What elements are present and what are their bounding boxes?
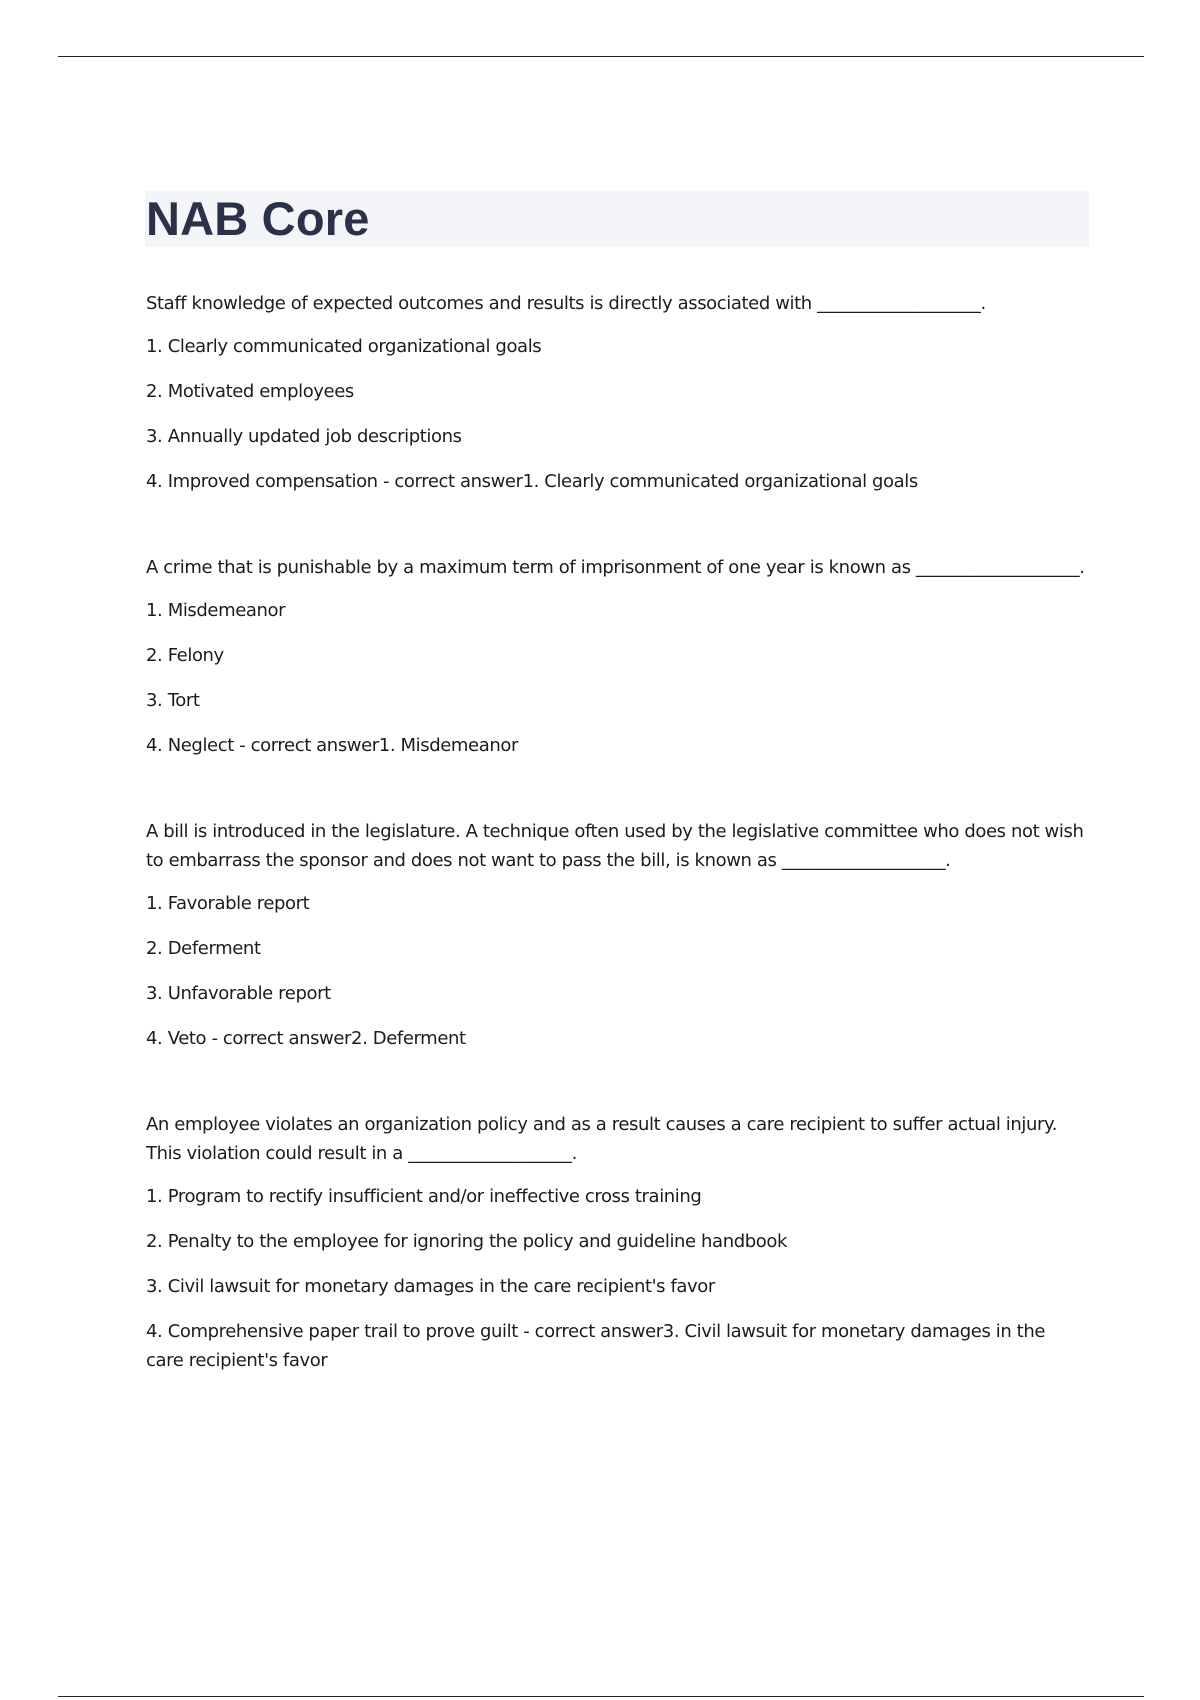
bottom-rule [58, 1696, 1144, 1697]
qa-list [146, 289, 1086, 1375]
top-rule [58, 56, 1144, 57]
answer-option: 2. Penalty to the employee for ignoring the policy and guideline handbook [146, 1231, 788, 1252]
answer-option: 1. Clearly communicated organizational goals [146, 336, 542, 357]
question-text: A crime that is punishable by a maximum term of imprisonment of one year is known as ___________________. [146, 557, 1085, 578]
answer-option: 3. Tort [146, 690, 200, 711]
qa-item [146, 553, 1086, 760]
answer-option-with-correct-answer: 4. Comprehensive paper trail to prove guilt - correct answer3. Civil lawsuit for monetary damages in the care recipient's favor [146, 1321, 1046, 1371]
question-text: Staff knowledge of expected outcomes and results is directly associated with ___________________. [146, 293, 986, 314]
answer-option: 3. Annually updated job descriptions [146, 426, 462, 447]
qa-item [146, 1110, 1086, 1375]
answer-option-with-correct-answer: 4. Improved compensation - correct answer1. Clearly communicated organizational goals [146, 471, 918, 492]
answer-option: 2. Motivated employees [146, 381, 354, 402]
answer-option: 3. Civil lawsuit for monetary damages in the care recipient's favor [146, 1276, 715, 1297]
document-title: NAB Core [146, 192, 370, 245]
answer-option: 1. Program to rectify insufficient and/or ineffective cross training [146, 1186, 702, 1207]
answer-option: 1. Misdemeanor [146, 600, 286, 621]
qa-item [146, 817, 1086, 1053]
answer-option: 2. Deferment [146, 938, 261, 959]
answer-option: 3. Unfavorable report [146, 983, 331, 1004]
question-text: An employee violates an organization policy and as a result causes a care recipient to suffer actual injury. This violation could result in a ___________________. [146, 1114, 1058, 1164]
answer-option: 2. Felony [146, 645, 224, 666]
answer-option-with-correct-answer: 4. Neglect - correct answer1. Misdemeanor [146, 735, 518, 756]
question-text: A bill is introduced in the legislature. A technique often used by the legislative committee who does not wish to embarrass the sponsor and does not want to pass the bill, is known as ___________________. [146, 821, 1084, 871]
answer-option-with-correct-answer: 4. Veto - correct answer2. Deferment [146, 1028, 466, 1049]
qa-item [146, 289, 1086, 496]
answer-option: 1. Favorable report [146, 893, 310, 914]
